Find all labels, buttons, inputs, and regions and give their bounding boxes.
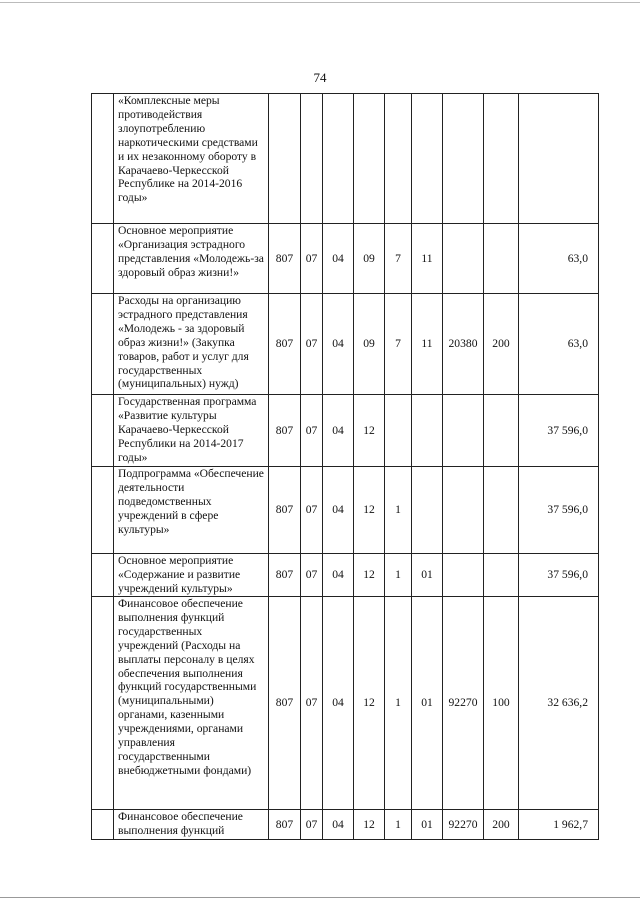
row-marker-cell (92, 597, 114, 810)
measure-code-cell: 01 (412, 554, 443, 597)
ministry-code-cell: 807 (269, 597, 301, 810)
measure-code-cell: 01 (412, 810, 443, 840)
page-number: 74 (313, 70, 327, 85)
scan-bottom-edge (0, 897, 640, 898)
section-code-cell: 07 (301, 395, 323, 467)
ministry-code-cell: 807 (269, 224, 301, 294)
program-code-cell: 12 (354, 554, 385, 597)
row-name-cell: Финансовое обеспечение выполнения функций (114, 810, 269, 840)
scan-top-edge (0, 2, 640, 3)
table-row (92, 810, 599, 840)
section-code-cell (301, 94, 323, 224)
expense-type-cell (484, 395, 519, 467)
subsection-code-cell (323, 94, 354, 224)
subsection-code-cell: 04 (323, 467, 354, 554)
subprogram-code-cell: 1 (385, 597, 412, 810)
subsection-code-cell: 04 (323, 294, 354, 395)
row-name-cell: Расходы на организацию эстрадного представления «Молодежь - за здоровый образ жизни!» (Закупка товаров, работ и услуг для государственных (муниципальных) нужд) (114, 294, 269, 395)
section-code-cell: 07 (301, 597, 323, 810)
subprogram-code-cell: 1 (385, 810, 412, 840)
ministry-code-cell (269, 94, 301, 224)
row-name-cell: Подпрограмма «Обеспечение деятельности подведомственных учреждений в сфере культуры» (114, 467, 269, 554)
subsection-code-cell: 04 (323, 810, 354, 840)
subsection-code-cell: 04 (323, 554, 354, 597)
measure-code-cell: 11 (412, 294, 443, 395)
table-row (92, 224, 599, 294)
subprogram-code-cell (385, 395, 412, 467)
subsection-code-cell: 04 (323, 395, 354, 467)
amount-cell: 63,0 (519, 224, 599, 294)
direction-code-cell: 92270 (443, 810, 484, 840)
subprogram-code-cell: 7 (385, 294, 412, 395)
direction-code-cell (443, 467, 484, 554)
subsection-code-cell: 04 (323, 224, 354, 294)
row-name-cell: Государственная программа «Развитие культуры Карачаево-Черкесской Республики на 2014-2017 годы» (114, 395, 269, 467)
program-code-cell: 09 (354, 224, 385, 294)
table-row (92, 597, 599, 810)
expense-type-cell: 200 (484, 810, 519, 840)
amount-cell: 1 962,7 (519, 810, 599, 840)
ministry-code-cell: 807 (269, 810, 301, 840)
section-code-cell: 07 (301, 224, 323, 294)
program-code-cell: 12 (354, 810, 385, 840)
table-row (92, 94, 599, 224)
row-marker-cell (92, 467, 114, 554)
row-marker-cell (92, 94, 114, 224)
section-code-cell: 07 (301, 467, 323, 554)
amount-cell: 32 636,2 (519, 597, 599, 810)
subsection-code-cell: 04 (323, 597, 354, 810)
expense-type-cell (484, 94, 519, 224)
ministry-code-cell: 807 (269, 467, 301, 554)
ministry-code-cell: 807 (269, 395, 301, 467)
direction-code-cell (443, 224, 484, 294)
direction-code-cell: 92270 (443, 597, 484, 810)
direction-code-cell (443, 554, 484, 597)
row-marker-cell (92, 554, 114, 597)
subprogram-code-cell: 7 (385, 224, 412, 294)
table-row (92, 554, 599, 597)
amount-cell (519, 94, 599, 224)
measure-code-cell (412, 395, 443, 467)
measure-code-cell (412, 467, 443, 554)
subprogram-code-cell: 1 (385, 554, 412, 597)
row-name-cell: Основное мероприятие «Содержание и развитие учреждений культуры» (114, 554, 269, 597)
amount-cell: 37 596,0 (519, 554, 599, 597)
ministry-code-cell: 807 (269, 294, 301, 395)
amount-cell: 37 596,0 (519, 467, 599, 554)
amount-cell: 63,0 (519, 294, 599, 395)
table-row (92, 395, 599, 467)
expense-type-cell: 200 (484, 294, 519, 395)
row-marker-cell (92, 395, 114, 467)
ministry-code-cell: 807 (269, 554, 301, 597)
subprogram-code-cell (385, 94, 412, 224)
program-code-cell: 12 (354, 395, 385, 467)
subprogram-code-cell: 1 (385, 467, 412, 554)
row-marker-cell (92, 294, 114, 395)
program-code-cell (354, 94, 385, 224)
table-body (92, 94, 599, 840)
section-code-cell: 07 (301, 294, 323, 395)
expense-type-cell (484, 467, 519, 554)
row-marker-cell (92, 224, 114, 294)
amount-cell: 37 596,0 (519, 395, 599, 467)
table-row (92, 294, 599, 395)
section-code-cell: 07 (301, 554, 323, 597)
row-name-cell: Финансовое обеспечение выполнения функций государственных учреждений (Расходы на выплаты персоналу в целях обеспечения выполнения функций государственными (муниципальными) органами, казенными учреждениями, органами управления государственными внебюджетными фондами) (114, 597, 269, 810)
measure-code-cell: 11 (412, 224, 443, 294)
row-name-cell: «Комплексные меры противодействия злоупотреблению наркотическими средствами и их незаконному обороту в Карачаево-Черкесской Республике на 2014-2016 годы» (114, 94, 269, 224)
expense-type-cell (484, 224, 519, 294)
row-name-cell: Основное мероприятие «Организация эстрадного представления «Молодежь-за здоровый образ жизни!» (114, 224, 269, 294)
expense-type-cell (484, 554, 519, 597)
row-marker-cell (92, 810, 114, 840)
program-code-cell: 12 (354, 467, 385, 554)
measure-code-cell (412, 94, 443, 224)
table-row (92, 467, 599, 554)
measure-code-cell: 01 (412, 597, 443, 810)
section-code-cell: 07 (301, 810, 323, 840)
direction-code-cell (443, 94, 484, 224)
direction-code-cell: 20380 (443, 294, 484, 395)
direction-code-cell (443, 395, 484, 467)
program-code-cell: 09 (354, 294, 385, 395)
budget-table (91, 93, 599, 840)
program-code-cell: 12 (354, 597, 385, 810)
expense-type-cell: 100 (484, 597, 519, 810)
